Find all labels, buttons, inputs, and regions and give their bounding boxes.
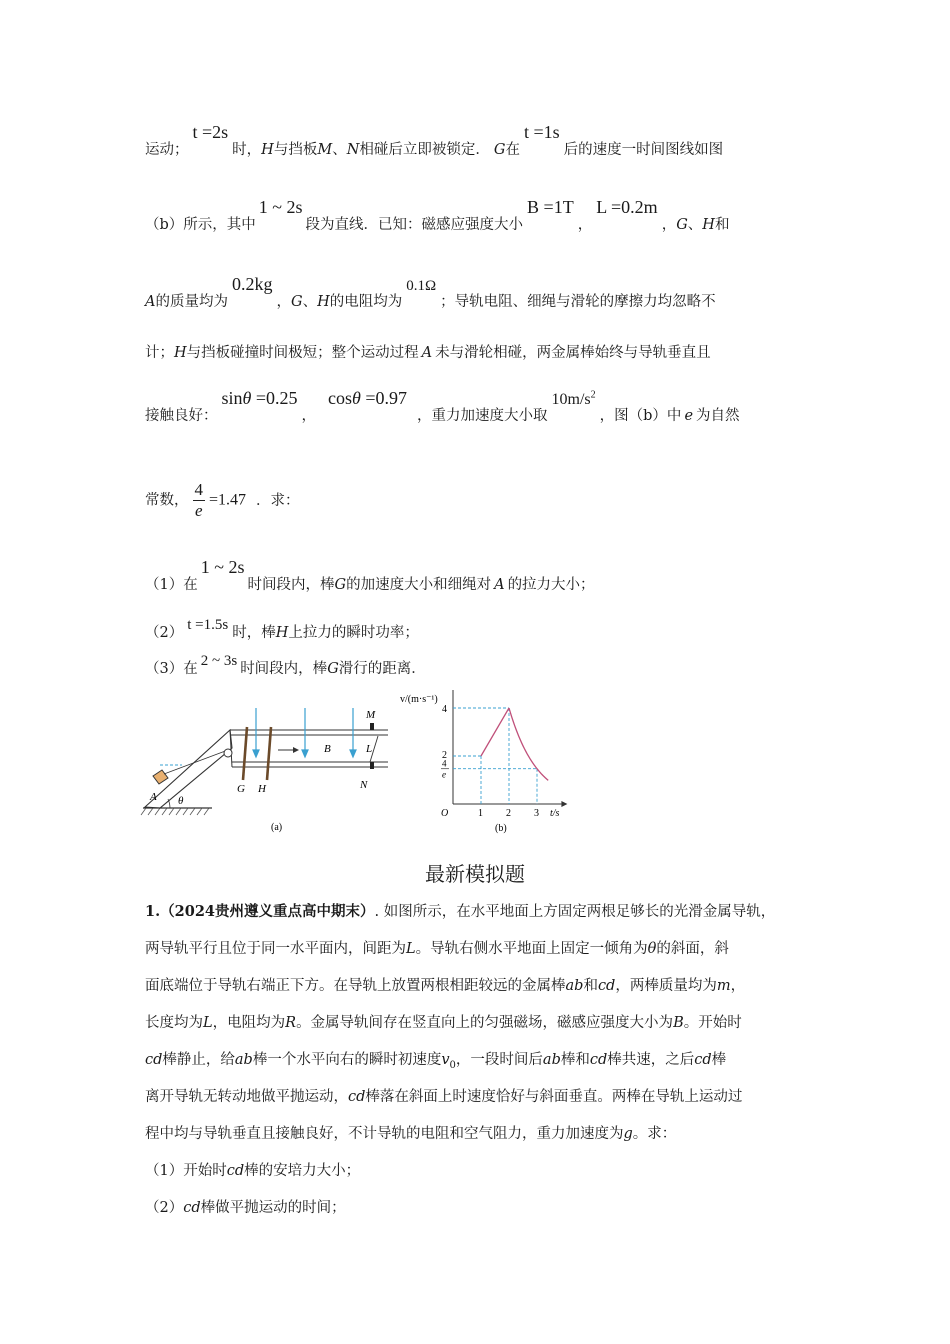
- math-mass: 0.2kg: [231, 274, 273, 294]
- origin-label: O: [441, 808, 449, 819]
- problem-a-line-2: （b）所示，其中1 ~ 2s段为直线．已知：磁感应强度大小B =1T，L =0.2m，G、H和: [145, 197, 730, 233]
- math-sin: sinθ =0.25: [221, 388, 298, 408]
- question-2: （2） t =1.5s 时，棒H上拉力的瞬时功率；: [145, 617, 419, 641]
- x-axis-label: t/s: [550, 808, 560, 819]
- problem-b-question-2: （2）cd棒做平抛运动的时间；: [145, 1200, 346, 1216]
- math-range-2-3s: 2 ~ 3s: [200, 653, 238, 669]
- stop-N: [370, 762, 374, 769]
- question-1: （1）在1 ~ 2s时间段内，棒G的加速度大小和细绳对 A 的拉力大小；: [145, 557, 595, 593]
- y-tick-frac-num: 4: [442, 758, 447, 769]
- y-tick-frac-den: e: [442, 769, 446, 780]
- problem-b-line-2: 两导轨平行且位于同一水平面内，间距为L。导轨右侧水平地面上固定一倾角为θ的斜面，斜: [145, 941, 729, 957]
- caption-a: (a): [271, 822, 283, 833]
- label-L: L: [366, 743, 373, 755]
- figure-a-rails-diagram: [140, 700, 400, 840]
- problem-b-line-4: 长度均为L，电阻均为R。金属导轨间存在竖直向上的匀强磁场，磁感应强度大小为B。开始时: [145, 1015, 742, 1031]
- problem-b-question-1: （1）开始时cd棒的安培力大小；: [145, 1163, 361, 1179]
- block-A: [153, 770, 168, 784]
- fraction-4-over-e: $\frac{4}{e}$: [194, 480, 203, 520]
- y-tick-label-4: 4: [442, 704, 447, 715]
- label-A: A: [150, 791, 157, 803]
- math-t-1-5s: t =1.5s: [187, 617, 229, 633]
- problem-a-line-4: 计；H与挡板碰撞时间极短；整个运动过程 A 未与滑轮相碰，两金属棒始终与导轨垂直且: [145, 345, 711, 361]
- math-range-1-2s: 1 ~ 2s: [258, 197, 303, 217]
- problem-b-line-6: 离开导轨无转动地做平抛运动，cd棒落在斜面上时速度恰好与斜面垂直。两棒在导轨上运动过: [145, 1089, 743, 1105]
- y-axis-label: v/(m·s⁻¹): [400, 694, 438, 705]
- label-M: M: [366, 709, 376, 721]
- math-B: B =1T: [527, 197, 574, 217]
- velocity-arrow-head: [293, 747, 299, 753]
- math-cos: cosθ =0.97: [328, 388, 408, 408]
- problem-b-line-3: 面底端位于导轨右端正下方。在导轨上放置两根相距较远的金属棒ab和cd，两棒质量均为m，: [145, 978, 746, 994]
- string: [164, 750, 228, 774]
- pulley: [224, 749, 232, 757]
- math-range-1-2s-q1: 1 ~ 2s: [200, 557, 245, 577]
- problem-b-line-1: 1.（2024贵州遵义重点高中期末）. 如图所示，在水平地面上方固定两根足够长的光滑金属导轨，: [145, 903, 776, 920]
- label-B: B: [324, 743, 331, 755]
- ground-hatch: [141, 808, 209, 815]
- problem-b-line-5: cd棒静止，给ab棒一个水平向右的瞬时初速度$v_0$，一段时间后ab棒和cd棒共速，之后cd棒: [145, 1052, 727, 1071]
- series-linear-segment: [481, 708, 509, 756]
- problem-a-line-6: 常数， $\frac{4}{e}$ =1.47 ．求：: [145, 480, 300, 520]
- problem-a-line-3: A的质量均为0.2kg，G、H的电阻均为0.1Ω；导轨电阻、细绳与滑轮的摩擦力均忽略不: [145, 274, 716, 310]
- label-theta: θ: [178, 795, 184, 807]
- x-tick-label-1: 1: [478, 808, 483, 819]
- x-axis-arrow: [561, 801, 567, 807]
- label-H: H: [258, 783, 266, 795]
- math-g: $10m/s^2$: [551, 389, 596, 408]
- x-tick-label-2: 2: [506, 808, 511, 819]
- problem-a-line-1: 运动；t =2s时，H与挡板M、N相碰后立即被锁定． G在t =1s后的速度一时间图线如图: [145, 122, 724, 158]
- question-3: （3）在 2 ~ 3s 时间段内，棒G滑行的距离．: [145, 653, 426, 677]
- label-G: G: [237, 783, 245, 795]
- x-tick-label-3: 3: [534, 808, 539, 819]
- math-t-1s: t =1s: [523, 122, 560, 142]
- caption-b: (b): [495, 823, 507, 834]
- problem-b-line-7: 程中均与导轨垂直且接触良好，不计导轨的电阻和空气阻力，重力加速度为g。求：: [145, 1126, 677, 1142]
- math-resistance: 0.1Ω: [406, 278, 437, 294]
- math-t-2s: t =2s: [192, 122, 229, 142]
- stop-M: [370, 723, 374, 730]
- section-title: 最新模拟题: [425, 862, 525, 886]
- y-tick-label-2: 2: [442, 750, 447, 761]
- incline-surface: [145, 730, 232, 808]
- problem-a-line-5: 接触良好：sinθ =0.25，cosθ =0.97，重力加速度大小取$10m/s^2$，图（b）中 e 为自然: [145, 388, 740, 424]
- math-L: L =0.2m: [596, 197, 658, 217]
- label-N: N: [360, 779, 368, 791]
- series-decay-curve: [509, 708, 548, 780]
- figure-b-velocity-time-graph: [398, 690, 573, 838]
